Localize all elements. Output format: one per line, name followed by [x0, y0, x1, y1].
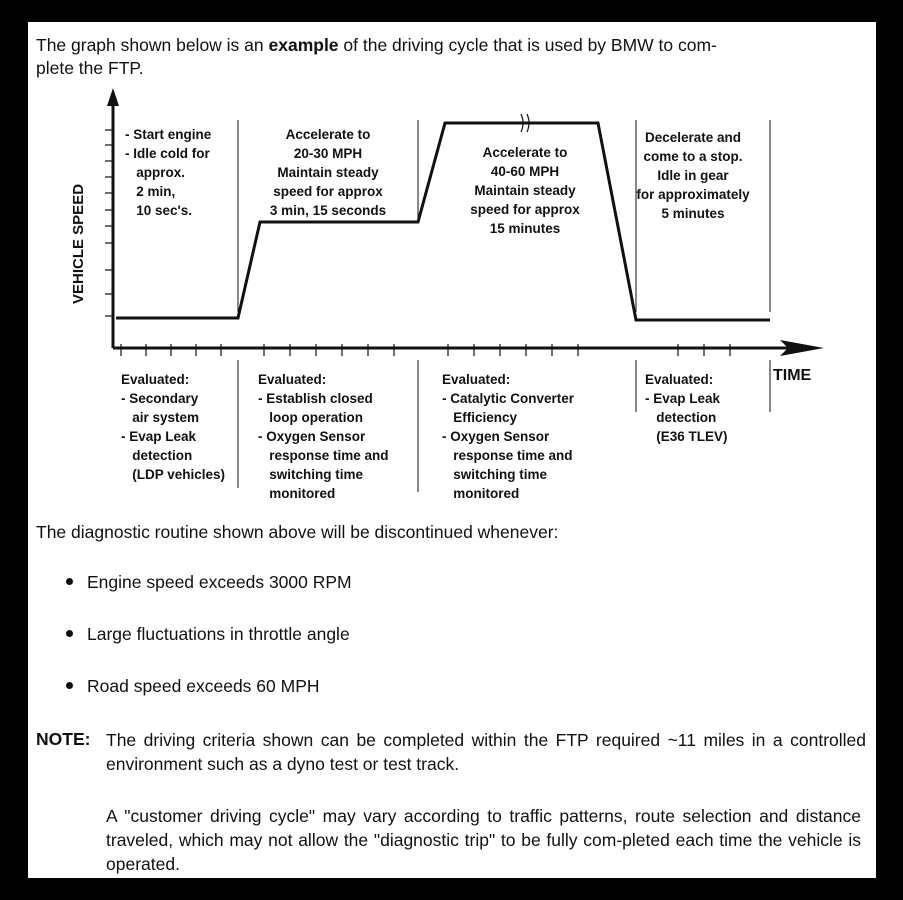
stage-1-description: - Start engine - Idle cold for approx. 2 min, 10 sec's.: [125, 127, 212, 218]
intro-emphasis: example: [268, 35, 339, 55]
bullet-item: Large fluctuations in throttle angle: [66, 624, 350, 645]
stage-3-description: Accelerate to 40-60 MPH Maintain steady speed for approx 15 minutes: [470, 145, 580, 236]
x-axis-label: TIME: [773, 367, 812, 384]
document-page: [28, 22, 876, 878]
bullet-dot-icon: [66, 578, 73, 585]
discontinued-intro: The diagnostic routine shown above will be discontinued whenever:: [36, 522, 559, 542]
customer-cycle-text: A "customer driving cycle" may vary according to traffic patterns, route selection and distance traveled, which may not allow the "diagnostic trip" to be fully com-pleted each time the vehicle is operated.: [106, 806, 861, 874]
bullet-dot-icon: [66, 682, 73, 689]
bullet-dot-icon: [66, 630, 73, 637]
y-axis-arrow: [107, 88, 119, 106]
x-axis-ticks: [121, 344, 730, 356]
note-text: The driving criteria shown can be completed within the FTP required ~11 miles in a controlled environment such as a dyno test or test track.: [106, 730, 866, 774]
stage-2-description: Accelerate to 20-30 MPH Maintain steady speed for approx 3 min, 15 seconds: [269, 127, 387, 218]
intro-line2: plete the FTP.: [36, 58, 144, 78]
intro-part2: of the driving cycle that is used by BMW to com-: [338, 35, 717, 55]
y-axis-label: VEHICLE SPEED: [70, 183, 87, 304]
bullet-item: Road speed exceeds 60 MPH: [66, 676, 320, 697]
stage-1-evaluated: Evaluated: - Secondary air system - Evap Leak detection (LDP vehicles): [121, 372, 226, 482]
stage-3-evaluated: Evaluated: - Catalytic Converter Efficiency - Oxygen Sensor response time and switching time monitored: [442, 372, 575, 501]
bullet-item: Engine speed exceeds 3000 RPM: [66, 572, 352, 593]
note-label: NOTE:: [36, 729, 91, 749]
stage-2-evaluated: Evaluated: - Establish closed loop operation - Oxygen Sensor response time and switching time monitored: [258, 372, 389, 501]
stage-4-description: Decelerate and come to a stop. Idle in gear for approximately 5 minutes: [636, 130, 750, 221]
intro-part1: The graph shown below is an: [36, 35, 269, 55]
stage-4-evaluated: Evaluated: - Evap Leak detection (E36 TLEV): [645, 372, 728, 444]
